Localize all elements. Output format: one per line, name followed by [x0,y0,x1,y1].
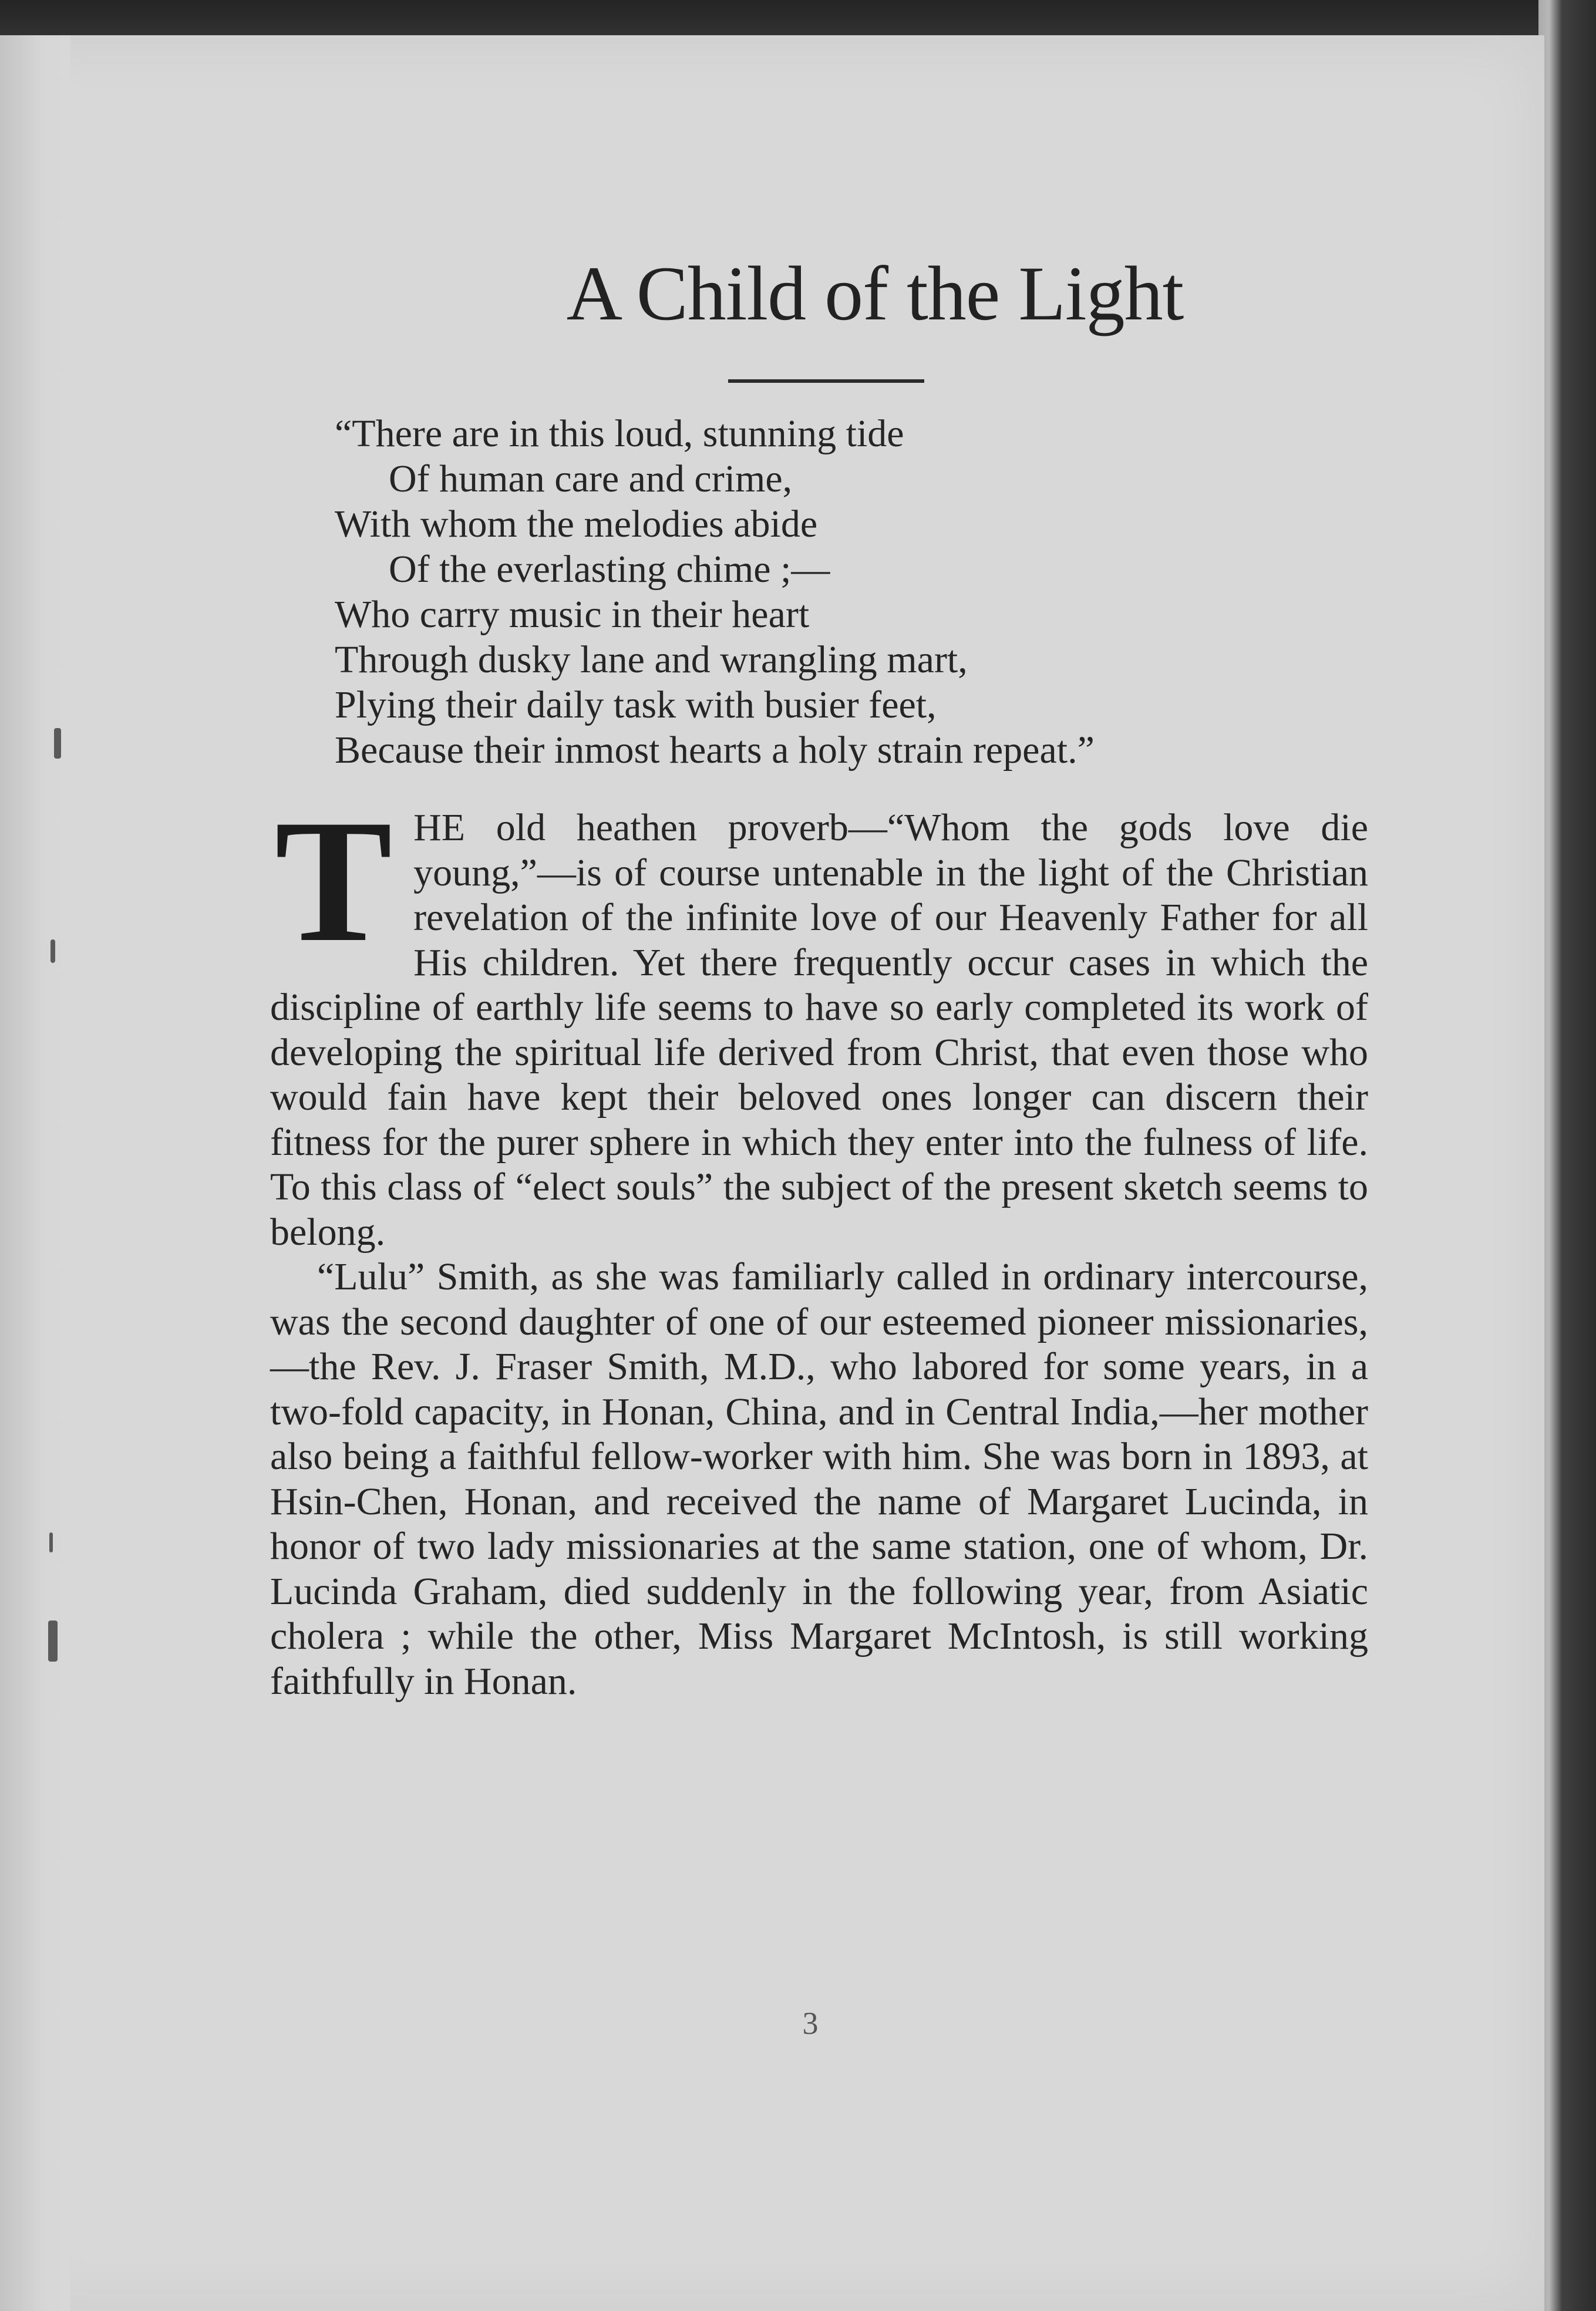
poem-line: With whom the melodies abide [335,503,818,545]
paragraph: “Lulu” Smith, as she was familiarly called in ordinary intercourse, was the second daughter of one of our esteemed pioneer missionaries,—the Rev. J. Fraser Smith, M.D., who labored for some years, in a two-fold capacity, in Honan, China, and in Central India,—her mother also being a faithful fellow-worker with him. She was born in 1893, at Hsin-Chen, Honan, and received the name of Margaret Lucinda, in honor of two lady missionaries at the same station, one of whom, Dr. Lucinda Graham, died suddenly in the following year, from Asiatic cholera ; while the other, Miss Margaret McIntosh, is still working faithfully in Honan. [270,1255,1368,1703]
poem-line: Through dusky lane and wrangling mart, [335,638,968,681]
page-title: A Child of the Light [566,250,1184,336]
poem-line: Of the everlasting chime ;— [389,548,830,591]
epigraph-poem [335,411,1450,773]
body-text [270,783,1368,1704]
binding-speck [50,939,55,963]
poem-line: Plying their daily task with busier feet, [335,683,937,726]
page-edge [1538,0,1596,2311]
poem-line: Because their inmost hearts a holy strain repeat.” [335,729,1095,772]
paragraph [270,783,1368,1255]
page-number: 3 [802,2006,819,2041]
binding-gutter [0,35,70,2311]
drop-cap: T [275,783,393,978]
poem-line: Who carry music in their heart [335,593,810,636]
poem-line: “There are in this loud, stunning tide [335,412,904,455]
title-rule [728,379,924,383]
paragraph-text: HE old heathen proverb—“Whom the gods love die young,”—is of course untenable in the light of the Christian revelation of the infinite love of our Heavenly Father for all His children. Yet there frequently occur cases in which the discipline of earthly life seems to have so early completed its work of developing the spiritual life derived from Christ, that even those who would fain have kept their beloved ones longer can discern their fitness for the purer sphere in which they enter into the fulness of life. To this class of “elect souls” the subject of the present sketch seems to belong. [270,806,1368,1254]
binding-speck [54,728,61,759]
binding-speck [48,1621,58,1662]
binding-speck [49,1532,53,1552]
poem-line: Of human care and crime, [389,457,793,500]
